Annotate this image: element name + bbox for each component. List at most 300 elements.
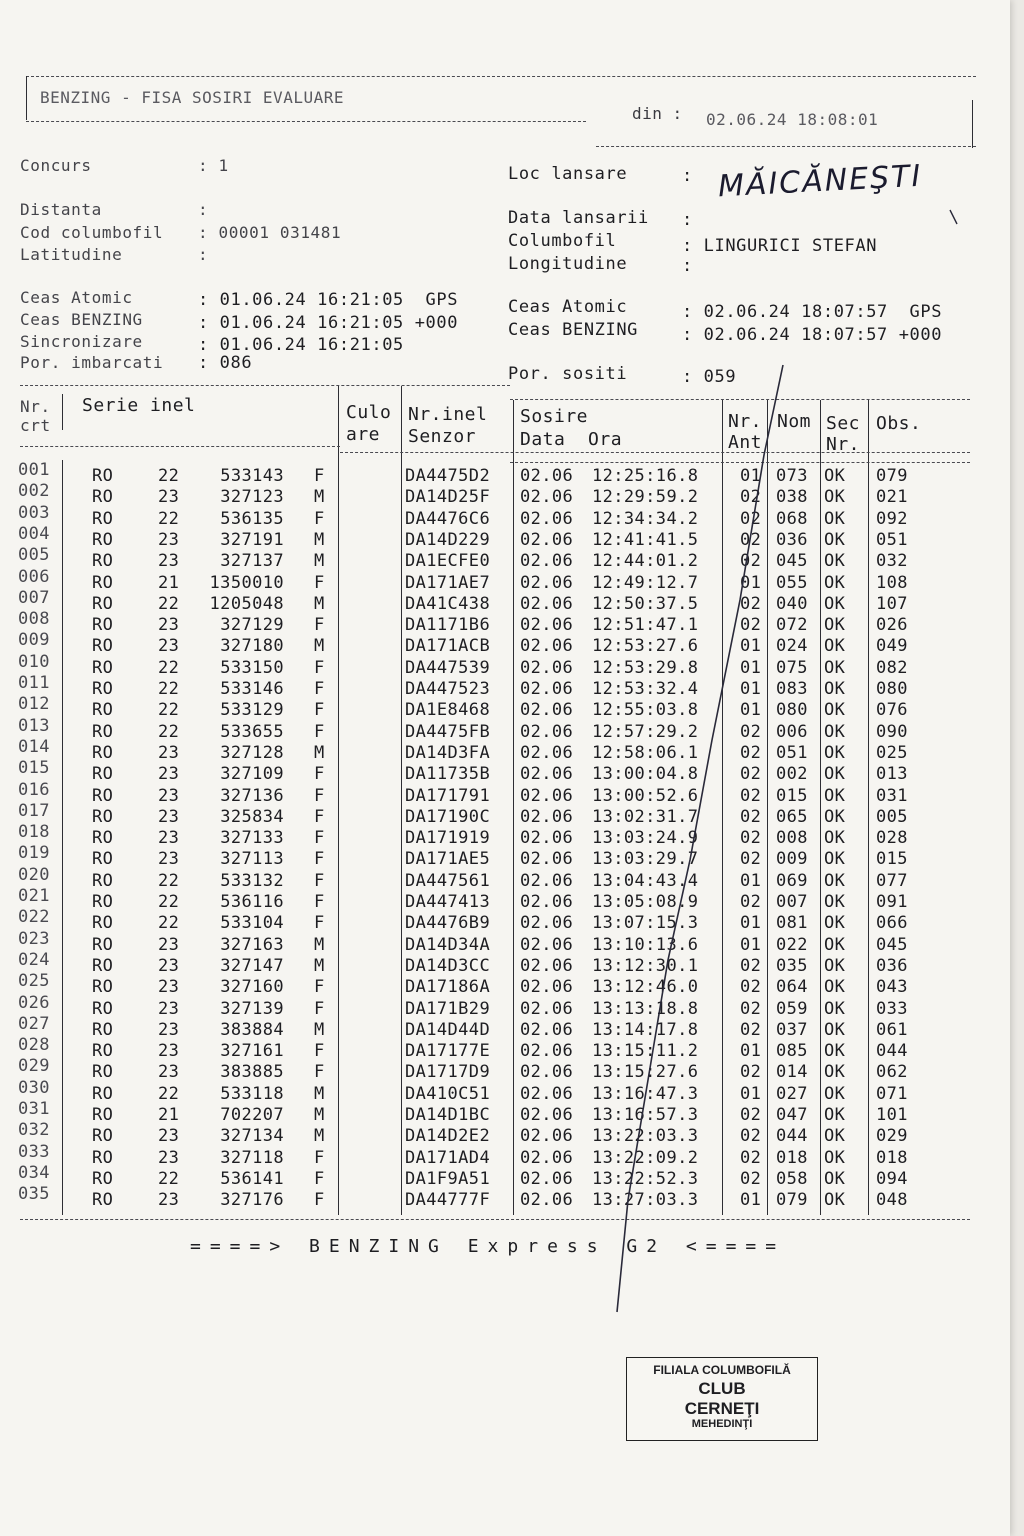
row-time: 13:07:15.3 [592, 913, 699, 934]
row-obs: 077 [876, 870, 908, 891]
row-ant: 01 [740, 700, 762, 721]
row-nr: 001 [18, 460, 50, 480]
por-imbarcati-label: Por. imbarcati [20, 353, 164, 372]
por-imbarcati-value: : 086 [198, 353, 253, 373]
row-sec: OK [824, 977, 846, 998]
row-nr: 024 [18, 949, 50, 970]
row-nr: 025 [18, 971, 50, 992]
row-nom: 055 [776, 572, 808, 593]
row-obs: 026 [876, 615, 908, 636]
row-nom: 008 [776, 828, 808, 849]
row-year: 22 [158, 508, 180, 529]
row-obs: 036 [876, 955, 908, 976]
row-nr: 010 [18, 651, 50, 672]
row-sex: F [314, 508, 325, 529]
distanta-label: Distanta [20, 200, 102, 219]
row-ring: 327123 [220, 487, 284, 508]
row-time: 12:44:01.2 [592, 551, 699, 572]
row-date: 02.06 [520, 977, 574, 998]
row-obs: 091 [876, 892, 908, 912]
row-country: RO [92, 721, 114, 742]
row-nom: 022 [776, 934, 808, 955]
row-sex: F [314, 1147, 325, 1168]
row-sec: OK [824, 657, 846, 678]
row-sensor: DA4475FB [405, 721, 491, 742]
stamp-line-2: CLUB [698, 1378, 746, 1398]
row-nom: 081 [776, 913, 808, 934]
row-sec: OK [824, 466, 846, 486]
row-date: 02.06 [520, 700, 574, 721]
th-nr-crt-2: crt [20, 416, 51, 435]
row-sex: M [314, 529, 325, 550]
row-year: 22 [158, 466, 180, 486]
row-nom: 080 [776, 700, 808, 721]
row-ant: 02 [740, 955, 762, 976]
row-ring: 536135 [220, 508, 284, 529]
row-country: RO [92, 764, 114, 785]
row-ring: 327160 [220, 977, 284, 998]
row-nr: 002 [18, 481, 50, 502]
row-ring: 533150 [220, 657, 284, 678]
row-sex: F [314, 828, 325, 849]
row-time: 12:58:06.1 [592, 742, 699, 763]
row-year: 22 [158, 679, 180, 699]
row-obs: 108 [876, 572, 908, 593]
row-sex: M [314, 593, 325, 614]
row-ring: 536116 [220, 892, 284, 912]
row-country: RO [92, 508, 114, 529]
row-date: 02.06 [520, 636, 574, 657]
row-country: RO [92, 593, 114, 614]
row-time: 13:22:52.3 [592, 1168, 699, 1189]
row-nom: 065 [776, 806, 808, 827]
row-ring: 327137 [220, 551, 284, 572]
row-nr: 027 [18, 1013, 50, 1034]
row-country: RO [92, 998, 114, 1019]
club-stamp [626, 1357, 818, 1441]
row-sec: OK [824, 955, 846, 976]
row-date: 02.06 [520, 529, 574, 550]
row-sec: OK [824, 487, 846, 508]
row-country: RO [92, 487, 114, 508]
row-sec: OK [824, 828, 846, 849]
row-date: 02.06 [520, 1105, 574, 1125]
row-nom: 024 [776, 636, 808, 657]
row-nom: 069 [776, 870, 808, 891]
row-nr: 007 [18, 587, 50, 608]
row-date: 02.06 [520, 551, 574, 572]
row-sensor: DA41C438 [405, 593, 491, 614]
row-ring: 327133 [220, 828, 284, 849]
row-nom: 058 [776, 1168, 808, 1189]
row-date: 02.06 [520, 1041, 574, 1062]
row-obs: 080 [876, 679, 908, 699]
row-date: 02.06 [520, 764, 574, 785]
row-nr: 005 [18, 545, 50, 566]
row-sensor: DA447539 [405, 657, 491, 678]
row-sensor: DA447561 [405, 870, 491, 891]
row-nr: 021 [18, 886, 50, 906]
row-ring: 533146 [220, 679, 284, 699]
row-nr: 033 [18, 1141, 50, 1162]
row-country: RO [92, 892, 114, 912]
row-time: 12:29:59.2 [592, 487, 699, 508]
row-nr: 011 [18, 673, 50, 693]
row-ant: 02 [740, 529, 762, 550]
row-date: 02.06 [520, 657, 574, 678]
stamp-line-4: MEHEDINŢI [691, 1418, 753, 1431]
row-nr: 023 [18, 928, 50, 949]
row-country: RO [92, 785, 114, 806]
th-sosire: Sosire [520, 406, 589, 427]
row-ring: 383884 [220, 1019, 284, 1040]
row-time: 13:15:11.2 [592, 1041, 699, 1062]
row-ant: 01 [740, 1083, 762, 1104]
row-year: 22 [158, 1083, 180, 1104]
row-year: 22 [158, 593, 180, 614]
row-year: 22 [158, 721, 180, 742]
row-country: RO [92, 636, 114, 657]
row-nom: 044 [776, 1126, 808, 1147]
row-sensor: DA171B29 [405, 998, 491, 1019]
row-year: 23 [158, 977, 180, 998]
row-nr: 009 [18, 630, 50, 651]
row-country: RO [92, 742, 114, 763]
row-obs: 043 [876, 977, 908, 998]
row-time: 13:03:29.7 [592, 849, 699, 870]
row-nom: 068 [776, 508, 808, 529]
row-country: RO [92, 657, 114, 678]
row-year: 23 [158, 849, 180, 870]
row-date: 02.06 [520, 487, 574, 508]
row-obs: 049 [876, 636, 908, 657]
row-obs: 018 [876, 1147, 908, 1168]
row-nom: 083 [776, 679, 808, 699]
row-nom: 040 [776, 593, 808, 614]
row-ant: 01 [740, 679, 762, 699]
row-time: 12:55:03.8 [592, 700, 699, 721]
row-year: 23 [158, 1062, 180, 1083]
row-ring: 327147 [220, 955, 284, 976]
row-country: RO [92, 1083, 114, 1104]
row-time: 13:22:03.3 [592, 1126, 699, 1147]
row-sec: OK [824, 1190, 846, 1211]
row-obs: 028 [876, 828, 908, 849]
ceas-atomic-arrival-label: Ceas Atomic [508, 297, 628, 317]
row-time: 13:00:04.8 [592, 764, 699, 785]
row-sex: M [314, 487, 325, 508]
row-time: 13:00:52.6 [592, 785, 699, 806]
row-year: 23 [158, 1190, 180, 1211]
row-ring: 383885 [220, 1062, 284, 1083]
row-nr: 004 [18, 523, 50, 544]
row-date: 02.06 [520, 892, 574, 912]
ceas-atomic-value: : 01.06.24 16:21:05 GPS [198, 290, 459, 310]
concurs-label: Concurs [20, 156, 92, 175]
row-country: RO [92, 849, 114, 870]
row-sec: OK [824, 1019, 846, 1040]
row-ant: 02 [740, 1105, 762, 1125]
row-ant: 01 [740, 572, 762, 593]
row-sec: OK [824, 998, 846, 1019]
row-date: 02.06 [520, 1147, 574, 1168]
row-obs: 032 [876, 551, 908, 572]
row-nr: 017 [18, 800, 50, 821]
row-sec: OK [824, 1062, 846, 1083]
th-senzor: Senzor [408, 426, 477, 447]
row-date: 02.06 [520, 1126, 574, 1147]
row-obs: 082 [876, 657, 908, 678]
row-obs: 101 [876, 1105, 908, 1125]
row-country: RO [92, 870, 114, 891]
row-ant: 02 [740, 806, 762, 827]
row-year: 22 [158, 913, 180, 934]
row-date: 02.06 [520, 849, 574, 870]
row-sensor: DA14D25F [405, 487, 491, 508]
row-sex: F [314, 466, 325, 486]
ceas-benzing-label: Ceas BENZING [20, 310, 143, 329]
row-nom: 036 [776, 529, 808, 550]
row-sensor: DA410C51 [405, 1083, 491, 1104]
row-nom: 064 [776, 977, 808, 998]
row-sensor: DA1E8468 [405, 700, 491, 721]
row-sec: OK [824, 785, 846, 806]
row-sex: F [314, 615, 325, 636]
row-year: 23 [158, 934, 180, 955]
row-nom: 051 [776, 742, 808, 763]
row-ring: 533132 [220, 870, 284, 891]
row-ring: 327136 [220, 785, 284, 806]
row-sensor: DA17186A [405, 977, 491, 998]
row-country: RO [92, 466, 114, 486]
row-time: 13:22:09.2 [592, 1147, 699, 1168]
row-year: 22 [158, 1168, 180, 1189]
row-sec: OK [824, 551, 846, 572]
row-ring: 1350010 [209, 572, 284, 593]
row-sensor: DA14D34A [405, 934, 491, 955]
row-obs: 107 [876, 593, 908, 614]
cod-columbofil-label: Cod columbofil [20, 223, 164, 242]
row-date: 02.06 [520, 870, 574, 891]
row-obs: 029 [876, 1126, 908, 1147]
row-ant: 01 [740, 657, 762, 678]
th-obs: Obs. [876, 413, 922, 434]
row-country: RO [92, 955, 114, 976]
stamp-line-3: CERNEŢI [684, 1399, 760, 1419]
row-date: 02.06 [520, 934, 574, 955]
row-date: 02.06 [520, 1083, 574, 1104]
row-obs: 090 [876, 721, 908, 742]
th-data-ora: Data Ora [520, 429, 623, 450]
row-sex: F [314, 1190, 325, 1211]
row-country: RO [92, 806, 114, 827]
row-ant: 01 [740, 913, 762, 934]
row-ant: 01 [740, 1190, 762, 1211]
stamp-line-1: FILIALA COLUMBOFILĂ [653, 1363, 791, 1377]
row-ant: 02 [740, 1126, 762, 1147]
row-obs: 015 [876, 849, 908, 870]
row-country: RO [92, 1147, 114, 1168]
row-nr: 031 [18, 1099, 50, 1119]
report-date-label: din : [632, 104, 683, 123]
row-obs: 021 [876, 487, 908, 508]
concurs-value: : 1 [198, 156, 229, 175]
row-sex: F [314, 913, 325, 934]
row-date: 02.06 [520, 998, 574, 1019]
row-ring: 533129 [220, 700, 284, 721]
row-ant: 02 [740, 998, 762, 1019]
row-nr: 035 [18, 1184, 50, 1205]
row-ant: 01 [740, 636, 762, 657]
row-ant: 02 [740, 828, 762, 849]
row-sensor: DA4476B9 [405, 913, 491, 934]
th-nom: Nom [777, 411, 812, 432]
row-obs: 013 [876, 764, 908, 785]
row-year: 23 [158, 828, 180, 849]
row-obs: 066 [876, 913, 908, 934]
row-sec: OK [824, 636, 846, 657]
row-year: 23 [158, 487, 180, 508]
row-ant: 02 [740, 487, 762, 508]
th-sec-nr-2: Nr. [826, 434, 861, 455]
row-ring: 327191 [220, 529, 284, 550]
row-year: 22 [158, 657, 180, 678]
row-nom: 014 [776, 1062, 808, 1083]
row-obs: 005 [876, 806, 908, 827]
row-sec: OK [824, 1083, 846, 1104]
row-date: 02.06 [520, 593, 574, 614]
row-year: 23 [158, 1147, 180, 1168]
row-sex: F [314, 1041, 325, 1062]
row-time: 12:25:16.8 [592, 466, 699, 486]
ceas-benzing-arrival-value: : 02.06.24 18:07:57 +000 [682, 325, 943, 345]
row-year: 23 [158, 551, 180, 572]
row-country: RO [92, 700, 114, 721]
th-culoare-1: Culo [346, 402, 392, 423]
row-sensor: DA17190C [405, 806, 491, 827]
row-ant: 02 [740, 508, 762, 529]
row-ant: 02 [740, 1168, 762, 1189]
row-ant: 02 [740, 1019, 762, 1040]
row-nom: 035 [776, 955, 808, 976]
row-year: 23 [158, 529, 180, 550]
row-date: 02.06 [520, 1062, 574, 1083]
row-year: 21 [158, 1105, 180, 1125]
row-year: 21 [158, 572, 180, 593]
row-ring: 327134 [220, 1126, 284, 1147]
row-time: 13:12:30.1 [592, 955, 699, 976]
row-sec: OK [824, 1041, 846, 1062]
row-sex: F [314, 806, 325, 827]
row-sensor: DA4475D2 [405, 466, 491, 486]
row-nom: 073 [776, 466, 808, 486]
columbofil-value: : LINGURICI STEFAN [682, 236, 878, 256]
row-ring: 327161 [220, 1041, 284, 1062]
row-time: 12:53:27.6 [592, 636, 699, 657]
row-sensor: DA11735B [405, 764, 491, 785]
row-sex: M [314, 742, 325, 763]
row-nr: 030 [18, 1077, 50, 1098]
loc-lansare-handwritten: MĂICĂNEŞTI [717, 158, 924, 205]
row-time: 12:34:34.2 [592, 508, 699, 529]
row-sensor: DA1ECFE0 [405, 551, 491, 572]
row-time: 13:03:24.9 [592, 828, 699, 849]
row-sec: OK [824, 1168, 846, 1189]
row-year: 22 [158, 892, 180, 912]
row-obs: 031 [876, 785, 908, 806]
row-sec: OK [824, 721, 846, 742]
row-ring: 536141 [220, 1168, 284, 1189]
row-nr: 034 [18, 1162, 50, 1183]
row-nom: 002 [776, 764, 808, 785]
row-time: 12:50:37.5 [592, 593, 699, 614]
row-year: 23 [158, 742, 180, 763]
row-sensor: DA1F9A51 [405, 1168, 491, 1189]
row-ring: 1205048 [209, 593, 284, 614]
row-year: 23 [158, 998, 180, 1019]
row-obs: 033 [876, 998, 908, 1019]
row-ring: 327109 [220, 764, 284, 785]
row-sec: OK [824, 1126, 846, 1147]
row-country: RO [92, 828, 114, 849]
row-sec: OK [824, 615, 846, 636]
row-ant: 02 [740, 721, 762, 742]
row-sec: OK [824, 742, 846, 763]
row-sensor: DA14D44D [405, 1019, 491, 1040]
row-sensor: DA1717D9 [405, 1062, 491, 1083]
row-sec: OK [824, 764, 846, 785]
row-time: 13:14:17.8 [592, 1019, 699, 1040]
longitudine-label: Longitudine [508, 254, 628, 274]
footer-benzing-express: ====> BENZING Express G2 <==== [190, 1236, 786, 1257]
row-country: RO [92, 1190, 114, 1211]
row-sec: OK [824, 892, 846, 912]
row-nom: 075 [776, 657, 808, 678]
row-nr: 015 [18, 758, 50, 779]
row-date: 02.06 [520, 1190, 574, 1211]
row-time: 13:12:46.0 [592, 977, 699, 998]
row-country: RO [92, 1126, 114, 1147]
row-obs: 025 [876, 742, 908, 763]
row-sex: F [314, 849, 325, 870]
row-country: RO [92, 913, 114, 934]
row-obs: 094 [876, 1168, 908, 1189]
row-nr: 032 [18, 1120, 50, 1141]
row-nr: 020 [18, 864, 50, 885]
row-sex: F [314, 870, 325, 891]
row-ring: 327180 [220, 636, 284, 657]
row-obs: 071 [876, 1083, 908, 1104]
row-nom: 009 [776, 849, 808, 870]
row-sec: OK [824, 849, 846, 870]
row-ring: 533143 [220, 466, 284, 486]
row-time: 12:41:41.5 [592, 529, 699, 550]
row-nr: 018 [18, 822, 50, 843]
row-nom: 072 [776, 615, 808, 636]
row-sensor: DA171AE7 [405, 572, 491, 593]
row-sec: OK [824, 529, 846, 550]
row-country: RO [92, 572, 114, 593]
row-sensor: DA4476C6 [405, 508, 491, 529]
row-year: 23 [158, 636, 180, 657]
row-date: 02.06 [520, 1019, 574, 1040]
row-country: RO [92, 551, 114, 572]
row-date: 02.06 [520, 955, 574, 976]
row-sec: OK [824, 679, 846, 699]
row-nr: 022 [18, 907, 50, 928]
row-sensor: DA17177E [405, 1041, 491, 1062]
row-obs: 092 [876, 508, 908, 529]
